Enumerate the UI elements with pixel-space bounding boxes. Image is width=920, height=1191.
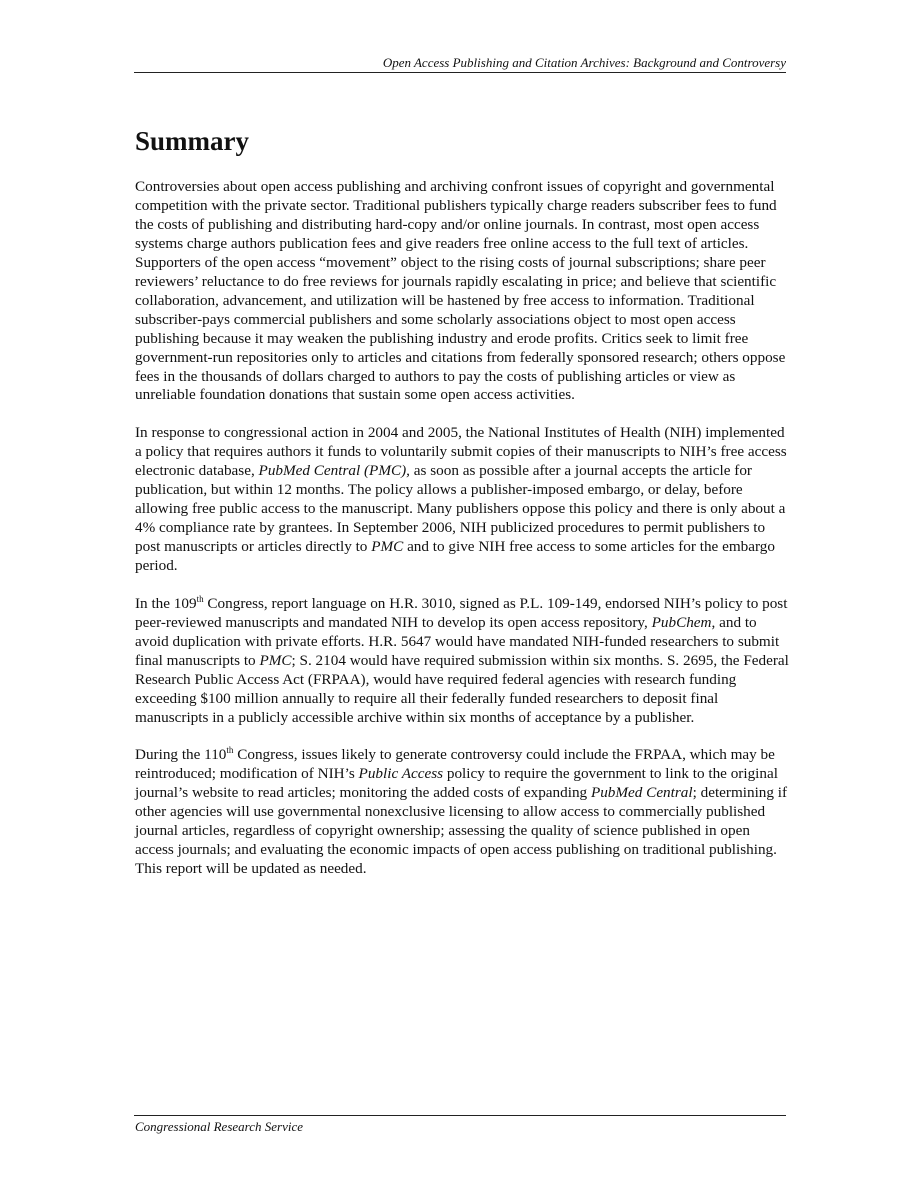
- paragraph-3: [135, 595, 790, 728]
- paragraph-1: Controversies about open access publishing and archiving confront issues of copyright and governmental competition with the private sector. Traditional publishers typically charge readers subscriber fees to fund the costs of publishing and distributing hard-copy and/or online journals. In contrast, most open access systems charge authors publication fees and give readers free online access to the full text of articles. Supporters of the open access “movement” object to the rising costs of journal subscriptions; share peer reviewers’ reluctance to do free reviews for journals rapidly escalating in price; and believe that scientific collaboration, advancement, and utilization will be hastened by free access to information. Traditional subscriber-pays commercial publishers and some scholarly associations object to most open access publishing because it may weaken the publishing industry and erode profits. Critics seek to limit free government-run repositories only to articles and citations from federally sponsored research; others oppose fees in the thousands of dollars charged to authors to pay the costs of publishing articles or view as unreliable foundation donations that sustain some open access activities.: [135, 178, 786, 404]
- p3-text-f: ; S. 2104 would have required submission within six months. S. 2695, the Federal Research Public Access Act (FRPAA), would have required federal agencies with research funding exceeding $100 million annually to require all their federally funded researchers to deposit final manuscripts in a publicly accessible archive within six months of acceptance by a publisher.: [135, 651, 789, 726]
- p4-text-a: During the 110: [135, 746, 227, 764]
- p4-text-d: policy to require the government to link to the original journal’s website to read articles; monitoring the added costs of expanding: [135, 765, 778, 802]
- footer-rule: [134, 1115, 786, 1116]
- p2-text-a: In response to congressional action in 2004 and 2005, the National Institutes of Health (NIH) implemented a policy that requires authors it funds to voluntarily submit copies of their manuscripts to NIH’s free access electronic database,: [135, 424, 787, 480]
- running-header: Open Access Publishing and Citation Archives: Background and Controversy: [382, 55, 786, 70]
- p3-pmc: PMC: [259, 651, 292, 669]
- p2-pmc-abbrev: PMC: [371, 538, 404, 556]
- p3-text-d: , and to avoid duplication with private efforts. H.R. 5647 would have mandated NIH-funded researchers to submit final manuscripts to: [135, 613, 780, 669]
- p3-text-a: In the 109: [135, 594, 197, 612]
- paragraph-4: [135, 746, 790, 879]
- paragraph-2: [135, 424, 790, 576]
- p3-ordinal-suffix: th: [196, 593, 204, 604]
- running-footer: Congressional Research Service: [135, 1119, 303, 1134]
- p4-pubmed-central: PubMed Central: [590, 784, 693, 802]
- p4-ordinal-suffix: th: [226, 745, 234, 756]
- section-title: Summary: [135, 126, 249, 156]
- p3-text-b: Congress, report language on H.R. 3010, signed as P.L. 109-149, endorsed NIH’s policy to post peer-reviewed manuscripts and mandated NIH to develop its open access repository,: [135, 594, 788, 631]
- p2-text-e: and to give NIH free access to some articles for the embargo period.: [135, 538, 775, 574]
- header-rule: [134, 72, 786, 73]
- p2-text-c: as soon as possible after a journal accepts the article for publication, but within 12 months. The policy allows a publisher-imposed embargo, or delay, before allowing free public access to the manuscript. Many publishers oppose this policy and there is only about a 4% compliance rate by grantees. In September 2006, NIH publicized procedures to permit publishers to post manuscripts or articles directly to: [135, 462, 786, 556]
- p4-text-b: Congress, issues likely to generate controversy could include the FRPAA, which may be reintroduced; modification of NIH’s: [135, 746, 775, 783]
- p3-pubchem: PubChem: [651, 613, 712, 631]
- p4-text-f: ; determining if other agencies will use governmental nonexclusive licensing to allow access to commercially published journal articles, regardless of copyright ownership; assessing the quality of science published in open access journals; and evaluating the economic impacts of open access publishing on traditional publishing. This report will be updated as needed.: [135, 784, 788, 878]
- p4-public-access: Public Access: [358, 765, 444, 783]
- summary-body: [135, 178, 790, 898]
- p2-pmc-title: PubMed Central (PMC),: [258, 462, 410, 480]
